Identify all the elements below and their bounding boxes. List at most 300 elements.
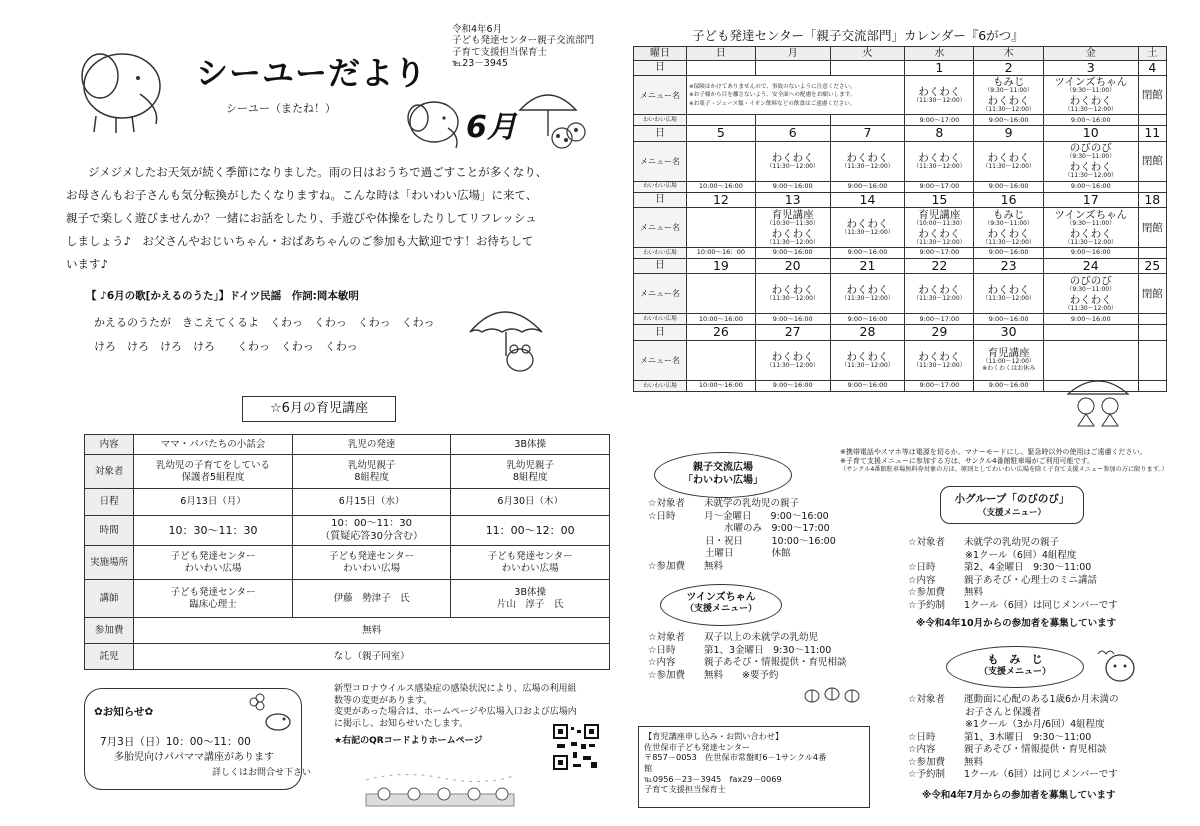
row-label: 講師 <box>85 580 134 618</box>
menu-name: わくわく <box>846 151 889 164</box>
calendar-hours: 9:00～16:00 <box>974 181 1044 192</box>
table-header-cell: ママ・パパたちの小話会 <box>134 435 293 455</box>
menu-name: ツインズちゃん <box>1054 76 1128 89</box>
lecture-title-box <box>242 396 396 422</box>
calendar-menu-cell <box>905 141 974 181</box>
song-heading: 【 ♪6月の歌[かえるのうた」】ドイツ民謡 作詞:岡本敏明 <box>86 290 359 302</box>
table-row <box>85 618 610 644</box>
calendar-hours: 9:00～16:00 <box>830 380 905 391</box>
calendar-date: 11 <box>1138 126 1166 141</box>
waiwai-info: ☆対象者 未就学の乳幼児の親子 ☆日時 月～金曜日 9:00～16:00 水曜のみ 9:00～17:00 日・祝日 10:00～16:00 土曜日 休館 ☆参加費 無料 <box>648 498 836 572</box>
row-label: メニュー名 <box>634 340 687 380</box>
calendar-date: 4 <box>1138 61 1166 76</box>
menu-name: わくわく <box>987 151 1030 164</box>
calendar-table <box>633 46 1167 392</box>
calendar-hours: 10:00～16:00 <box>687 380 756 391</box>
calendar-hours: 9:00～16:00 <box>755 248 830 259</box>
menu-name: わくわく <box>771 151 814 164</box>
menu-time: （11:30～12:00） <box>982 295 1035 303</box>
menu-time: （11:30～12:00） <box>913 96 966 104</box>
table-cell: 子ども発達センター わいわい広場 <box>292 546 451 580</box>
table-cell: 子ども発達センター わいわい広場 <box>451 546 610 580</box>
calendar-date: 18 <box>1138 192 1166 207</box>
meta-dept: 子ども発達センター親子交流部門 <box>452 35 595 47</box>
calendar-date: 29 <box>905 325 974 340</box>
calendar-hours: 9:00～16:00 <box>755 380 830 391</box>
menu-time: （9:30～11:00） <box>1066 219 1116 227</box>
twins-info: ☆対象者 双子以上の未就学の乳幼児 ☆日時 第1、3金曜日 9:30～11:00 ☆内容 親子あそび・情報提供・育児相談 ☆参加費 無料 ※要予約 <box>648 632 847 681</box>
notice-line-1: 7月3日（日）10：00～11：00 <box>100 736 251 748</box>
calendar-menu-cell <box>687 141 756 181</box>
menu-time: （9:30～11:00） <box>1066 87 1116 95</box>
qr-code-icon[interactable] <box>553 724 599 770</box>
menu-time: （11:30～12:00） <box>766 162 819 170</box>
calendar-menu-cell <box>830 208 905 248</box>
menu-time: （11:30～12:00） <box>913 361 966 369</box>
row-label: 実施場所 <box>85 546 134 580</box>
calendar-menu-cell <box>830 141 905 181</box>
menu-time: （11:30～12:00） <box>913 162 966 170</box>
calendar-date: 2 <box>974 61 1044 76</box>
calendar-menu-row <box>634 274 1167 314</box>
lecture-title: ☆6月の育児講座 <box>270 401 368 416</box>
menu-name: もみじ <box>992 76 1025 89</box>
menu-time: （9:30～11:00） <box>984 219 1033 227</box>
menu-time: （9:30～11:00） <box>1066 286 1116 294</box>
phone-note-line: ※携帯電話やスマホ等は電源を切るか、マナーモードにし、緊急時以外の使用はご遠慮ください。 <box>840 448 1147 456</box>
calendar-date <box>1043 325 1138 340</box>
calendar-date: 14 <box>830 192 905 207</box>
menu-name: わくわく <box>846 284 889 297</box>
table-row <box>85 489 610 516</box>
calendar-date: 23 <box>974 259 1044 274</box>
menu-name: 閉館 <box>1141 155 1163 168</box>
day-header: 火 <box>830 47 905 61</box>
row-label: わいわい広場 <box>634 314 687 325</box>
menu-name: わくわく <box>1069 95 1112 108</box>
table-row <box>85 644 610 670</box>
menu-name: 育児講座 <box>918 208 961 221</box>
calendar-hours: 9:00～17:00 <box>905 248 974 259</box>
menu-name: のびのび <box>1069 142 1112 155</box>
contact-text: 【育児講座申し込み・お問い合わせ】 佐世保市子ども発達センター 〒857－0053 佐世保市常盤町6－1サンクル4番 館 ℡0956－23－3945 fax29－0069 子育て支援担当保育士 <box>644 731 827 795</box>
calendar-menu-cell <box>755 208 830 248</box>
menu-name: 閉館 <box>1141 221 1163 234</box>
calendar-menu-cell <box>974 208 1044 248</box>
nobinobi-footer: ※令和4年10月からの参加者を募集しています <box>916 618 1117 629</box>
table-cell: 10：30～11：30 <box>134 516 293 546</box>
calendar-date: 12 <box>687 192 756 207</box>
menu-name: わくわく <box>1069 293 1112 306</box>
calendar-hours: 10:00～16:00 <box>687 181 756 192</box>
calendar-hours <box>755 115 830 126</box>
phone-note-line: （サンクル4番館駐車場無料券対象の方は、原則としてわいわい広場を除く子育て支援メニュー参加の方に限ります。） <box>840 466 1168 474</box>
calendar-hours <box>1138 314 1166 325</box>
calendar-menu-cell <box>830 274 905 314</box>
menu-name: もみじ <box>992 208 1025 221</box>
calendar-hours: 9:00～16:00 <box>974 314 1044 325</box>
calendar-menu-cell <box>687 76 905 115</box>
table-cell: 10：00～11：30 （質疑応答30分含む） <box>292 516 451 546</box>
calendar-hours: 9:00～16:00 <box>830 248 905 259</box>
newsletter-title: シーユーだより <box>196 54 428 92</box>
menu-name: ツインズちゃん <box>1054 208 1128 221</box>
menu-name: わくわく <box>918 350 961 363</box>
menu-time: ※わくわくはお休み <box>982 365 1036 373</box>
twins-title-oval <box>660 584 782 626</box>
day-header: 金 <box>1043 47 1138 61</box>
menu-time: （11:30～12:00） <box>913 238 966 246</box>
row-label: 日 <box>634 325 687 340</box>
calendar-date: 22 <box>905 259 974 274</box>
children-umbrella-illustration <box>1058 372 1138 428</box>
frog-umbrella-illustration <box>466 296 552 380</box>
calendar-date: 15 <box>905 192 974 207</box>
elephant-illustration <box>60 38 180 136</box>
day-header: 月 <box>755 47 830 61</box>
nobinobi-info: ☆対象者 未就学の乳幼児の親子 ※1クール（6回）4組程度 ☆日時 第2、4金曜日 9:30～11:00 ☆内容 親子あそび・心理士のミニ講話 ☆参加費 無料 ☆予約制 1クール（6回）は同じメンバーです <box>908 537 1118 611</box>
menu-name: わくわく <box>771 350 814 363</box>
momiji-title-2: （支援メニュー） <box>978 667 1051 678</box>
calendar-date: 10 <box>1043 126 1138 141</box>
calendar-hours: 9:00～16:00 <box>1043 181 1138 192</box>
calendar-hours <box>1138 115 1166 126</box>
day-header: 曜日 <box>634 47 687 61</box>
calendar-note: ※保険はかけてありませんので、事故のないように注意ください。 <box>689 83 856 90</box>
calendar-hours: 9:00～16:00 <box>830 181 905 192</box>
small-elephant-illustration <box>398 92 468 154</box>
row-label: わいわい広場 <box>634 248 687 259</box>
row-label: わいわい広場 <box>634 181 687 192</box>
calendar-date: 27 <box>755 325 830 340</box>
menu-name: 育児講座 <box>771 208 814 221</box>
calendar-hours: 9:00～16:00 <box>830 314 905 325</box>
table-row <box>85 435 610 455</box>
row-label: 日 <box>634 192 687 207</box>
calendar-hours: 9:00～17:00 <box>905 115 974 126</box>
covid-note: 新型コロナウイルス感染症の感染状況により、広場の利用組 数等の変更があります。 変更があった場合は、ホームページや広場入口および広場内 に掲示し、お知らせいたします。 <box>334 684 577 730</box>
menu-time: （11:30～12:00） <box>766 361 819 369</box>
flower-bird-icon <box>244 692 298 734</box>
table-row <box>85 516 610 546</box>
nobinobi-title-2: （支援メニュー） <box>977 508 1046 518</box>
calendar-date: 1 <box>905 61 974 76</box>
calendar-hours: 9:00～16:00 <box>974 380 1044 391</box>
calendar-hours-row <box>634 115 1167 126</box>
calendar-date: 25 <box>1138 259 1166 274</box>
table-row <box>85 580 610 618</box>
calendar-date: 5 <box>687 126 756 141</box>
calendar-menu-cell <box>974 340 1044 380</box>
calendar-date: 9 <box>974 126 1044 141</box>
table-header-cell: 内容 <box>85 435 134 455</box>
intro-text <box>66 161 606 276</box>
calendar-hours <box>1138 380 1166 391</box>
row-label: 時間 <box>85 516 134 546</box>
table-cell: 伊藤 勢津子 氏 <box>292 580 451 618</box>
calendar-date: 8 <box>905 126 974 141</box>
calendar-date: 13 <box>755 192 830 207</box>
calendar-menu-row <box>634 141 1167 181</box>
calendar-menu-cell <box>755 340 830 380</box>
menu-name: 閉館 <box>1141 89 1163 102</box>
calendar-hours <box>687 115 756 126</box>
calendar-date: 24 <box>1043 259 1138 274</box>
nobinobi-title-box <box>940 486 1084 524</box>
menu-name: わくわく <box>918 284 961 297</box>
calendar-date-row <box>634 61 1167 76</box>
table-cell: 6月13日（月） <box>134 489 293 516</box>
calendar-hours: 9:00～16:00 <box>755 314 830 325</box>
calendar-date-row <box>634 259 1167 274</box>
menu-name: わくわく <box>987 284 1030 297</box>
row-label: メニュー名 <box>634 76 687 115</box>
table-header-cell: 3B体操 <box>451 435 610 455</box>
menu-time: （11:30～12:00） <box>841 295 894 303</box>
row-label: 日程 <box>85 489 134 516</box>
calendar-menu-cell <box>1043 76 1138 115</box>
menu-time: （11:30～12:00） <box>982 162 1035 170</box>
calendar-date: 28 <box>830 325 905 340</box>
momiji-title-1: も み じ <box>987 653 1043 666</box>
row-label: 日 <box>634 126 687 141</box>
menu-name: わくわく <box>1069 161 1112 174</box>
calendar-menu-cell <box>905 340 974 380</box>
calendar-hours: 9:00～17:00 <box>905 181 974 192</box>
calendar-note: ※お子様から目を離さないよう、安全面への配慮をお願いします。 <box>689 92 856 99</box>
day-header: 土 <box>1138 47 1166 61</box>
menu-time: （11:30～12:00） <box>841 361 894 369</box>
menu-name: 閉館 <box>1141 287 1163 300</box>
calendar-date <box>687 61 756 76</box>
calendar-date: 7 <box>830 126 905 141</box>
menu-name: わくわく <box>987 95 1030 108</box>
song-line-2: けろ けろ けろ けろ くわっ くわっ くわっ <box>94 340 358 353</box>
intro-line: ジメジメしたお天気が続く季節になりました。雨の日はおうちで過ごすことが多くなり、 <box>88 165 548 179</box>
nobinobi-title-1: 小グループ「のびのび」 <box>954 493 1070 505</box>
calendar-menu-cell <box>1138 340 1166 380</box>
table-header-cell: 乳児の発達 <box>292 435 451 455</box>
waiwai-title-oval <box>654 452 792 498</box>
menu-time: （11:30～12:00） <box>766 238 819 246</box>
calendar-hours <box>1138 181 1166 192</box>
calendar-menu-cell <box>905 208 974 248</box>
calendar-hours-row <box>634 248 1167 259</box>
row-label: 参加費 <box>85 618 134 644</box>
calendar-hours: 9:00～16:00 <box>1043 248 1138 259</box>
calendar-date: 17 <box>1043 192 1138 207</box>
calendar-menu-cell <box>687 208 756 248</box>
menu-name: わくわく <box>846 350 889 363</box>
intro-line: います♪ <box>66 257 108 271</box>
calendar-menu-cell <box>687 274 756 314</box>
row-label: わいわい広場 <box>634 115 687 126</box>
calendar-date: 30 <box>974 325 1044 340</box>
notice-line-3: 詳しくはお問合せ下さい <box>212 768 312 778</box>
table-row <box>85 455 610 489</box>
waiwai-title-1: 親子交流広場 <box>693 462 753 473</box>
qr-note: ★右記のQRコードよりホームページ <box>334 736 483 746</box>
calendar-menu-cell <box>1138 76 1166 115</box>
table-cell: 乳幼児親子 8組程度 <box>451 455 610 489</box>
calendar-hours: 9:00～17:00 <box>905 380 974 391</box>
bees-illustration <box>800 680 864 708</box>
menu-name: わくわく <box>918 227 961 240</box>
calendar-menu-cell <box>974 141 1044 181</box>
calendar-date <box>755 61 830 76</box>
calendar-menu-cell <box>687 340 756 380</box>
calendar-header-row <box>634 47 1167 61</box>
calendar-hours-row <box>634 181 1167 192</box>
header-meta <box>452 24 594 70</box>
table-cell: 子ども発達センター わいわい広場 <box>134 546 293 580</box>
menu-time: （11:30～12:00） <box>913 295 966 303</box>
menu-time: （11:30～12:00） <box>1064 172 1118 180</box>
calendar-menu-row <box>634 208 1167 248</box>
meta-staff: 子育て支援担当保育士 <box>452 46 548 58</box>
calendar-menu-cell <box>974 76 1044 115</box>
calendar-menu-cell <box>1138 208 1166 248</box>
menu-time: （9:30～11:00） <box>1066 153 1116 161</box>
menu-time: （11:30～12:00） <box>841 229 894 237</box>
calendar-date: 19 <box>687 259 756 274</box>
calendar-date: 20 <box>755 259 830 274</box>
meta-phone: ℡23－3945 <box>452 58 508 70</box>
calendar-hours: 9:00～16:00 <box>755 181 830 192</box>
menu-name: わくわく <box>771 284 814 297</box>
meta-date: 令和4年6月 <box>452 24 503 35</box>
menu-name: わくわく <box>918 151 961 164</box>
menu-time: （11:30～12:00） <box>1064 304 1118 312</box>
month-badge: 6月 <box>466 110 517 145</box>
menu-name: わくわく <box>846 218 889 231</box>
menu-time: （11:30～12:00） <box>1064 106 1118 114</box>
menu-time: （10:00～11:30） <box>913 219 966 227</box>
calendar-menu-cell <box>1138 141 1166 181</box>
intro-line: 親子で楽しく遊びませんか？一緒にお話をしたり、手遊びや体操をしたりしてリフレッシュ <box>66 211 537 225</box>
row-label: 託児 <box>85 644 134 670</box>
calendar-hours <box>1138 248 1166 259</box>
newsletter-subtitle: シーユー（またね！） <box>226 102 336 115</box>
table-cell: 11：00～12：00 <box>451 516 610 546</box>
table-cell: なし（親子同室） <box>134 644 610 670</box>
calendar-menu-cell <box>1138 274 1166 314</box>
calendar-hours: 9:00～17:00 <box>905 314 974 325</box>
momiji-info: ☆対象者 運動面に心配のある1歳6か月未満の お子さんと保護者 ※1クール（3か月/6回）4組程度 ☆日時 第1、3木曜日 9:30～11:00 ☆内容 親子あそび・情報提供・育児相談 ☆参加費 無料 ☆予約制 1クール（6回）は同じメンバーです <box>908 694 1119 781</box>
menu-time: （9:30～11:00） <box>984 87 1033 95</box>
twins-title-1: ツインズちゃん <box>686 592 756 603</box>
lecture-table <box>84 434 610 670</box>
waiwai-title-2: 「わいわい広場」 <box>683 475 763 486</box>
calendar-hours: 10:00～16:00 <box>687 314 756 325</box>
row-label: わいわい広場 <box>634 380 687 391</box>
calendar-menu-cell <box>830 340 905 380</box>
day-header: 水 <box>905 47 974 61</box>
notice-line-2: 多胎児向けパパママ講座があります <box>114 752 274 763</box>
calendar-menu-row <box>634 76 1167 115</box>
momiji-footer: ※令和4年7月からの参加者を募集しています <box>922 790 1116 801</box>
calendar-date: 21 <box>830 259 905 274</box>
table-cell: 3B体操 片山 淳子 氏 <box>451 580 610 618</box>
calendar-hours: 9:00～16:00 <box>1043 314 1138 325</box>
ghost-character-icon <box>1094 646 1140 684</box>
menu-name: のびのび <box>1069 274 1112 287</box>
umbrella-hydrangea-illustration <box>512 80 592 156</box>
menu-time: （11:30～12:00） <box>766 295 819 303</box>
calendar-menu-cell <box>905 274 974 314</box>
calendar-menu-cell <box>1043 208 1138 248</box>
calendar-date-row <box>634 325 1167 340</box>
phone-notes <box>840 448 1168 474</box>
calendar-date-row <box>634 126 1167 141</box>
table-row <box>85 546 610 580</box>
calendar-title: 子ども発達センター「親子交流部門」カレンダー『6がつ』 <box>692 28 1024 43</box>
intro-line: お母さんもお子さんも気分転換がしたくなりますね。こんな時は「わいわい広場」に来て、 <box>66 188 538 202</box>
table-cell: 乳幼児親子 8組程度 <box>292 455 451 489</box>
twins-title-2: （支援メニュー） <box>684 604 757 614</box>
table-cell: 6月15日（水） <box>292 489 451 516</box>
calendar-hours: 9:00～16:00 <box>974 115 1044 126</box>
calendar-menu-cell <box>1043 274 1138 314</box>
menu-name: 育児講座 <box>987 347 1030 360</box>
menu-time: （11:30～12:00） <box>841 162 894 170</box>
row-label: 対象者 <box>85 455 134 489</box>
calendar-menu-cell <box>974 274 1044 314</box>
calendar-hours: 9:00～16:00 <box>974 248 1044 259</box>
intro-line: しましょう♪ お父さんやおじいちゃん・おばあちゃんのご参加も大歓迎です！お待ちして <box>66 234 534 248</box>
menu-time: （11:30～12:00） <box>1064 238 1118 246</box>
row-label: メニュー名 <box>634 141 687 181</box>
calendar-menu-cell <box>755 141 830 181</box>
calendar-note: ※お菓子・ジュース類・イオン飲料などの飲食はご遠慮ください。 <box>689 100 856 107</box>
table-cell: 乳幼児の子育てをしている 保護者5組程度 <box>134 455 293 489</box>
momiji-title-oval <box>946 646 1084 688</box>
row-label: 日 <box>634 61 687 76</box>
day-header: 木 <box>974 47 1044 61</box>
calendar-menu-cell <box>905 76 974 115</box>
menu-time: （11:30～12:00） <box>982 238 1035 246</box>
calendar-hours <box>830 115 905 126</box>
decorative-characters-strip <box>362 770 518 810</box>
calendar-date: 6 <box>755 126 830 141</box>
row-label: メニュー名 <box>634 208 687 248</box>
calendar-date: 26 <box>687 325 756 340</box>
song-line-1: かえるのうたが きこえてくるよ くわっ くわっ くわっ くわっ <box>94 316 435 329</box>
menu-time: （11:00～12:00） <box>982 358 1035 366</box>
day-header: 日 <box>687 47 756 61</box>
calendar-hours-row <box>634 314 1167 325</box>
calendar-date <box>830 61 905 76</box>
calendar-menu-cell <box>755 274 830 314</box>
menu-time: （11:30～12:00） <box>982 106 1035 114</box>
calendar-date-row <box>634 192 1167 207</box>
menu-name: わくわく <box>987 227 1030 240</box>
calendar-hours: 10:00～16：00 <box>687 248 756 259</box>
calendar-menu-cell <box>1043 141 1138 181</box>
menu-name: わくわく <box>1069 227 1112 240</box>
calendar-hours: 9:00～16:00 <box>1043 115 1138 126</box>
notice-title: ✿お知らせ✿ <box>94 706 154 718</box>
table-cell: 6月30日（木） <box>451 489 610 516</box>
row-label: メニュー名 <box>634 274 687 314</box>
menu-name: わくわく <box>771 227 814 240</box>
table-cell: 無料 <box>134 618 610 644</box>
row-label: 日 <box>634 259 687 274</box>
calendar-date: 3 <box>1043 61 1138 76</box>
table-cell: 子ども発達センター 臨床心理士 <box>134 580 293 618</box>
calendar-date: 16 <box>974 192 1044 207</box>
phone-note-line: ※子育て支援メニューに参加する方は、サンクル4番館駐車場がご利用可能です。 <box>840 457 1095 466</box>
